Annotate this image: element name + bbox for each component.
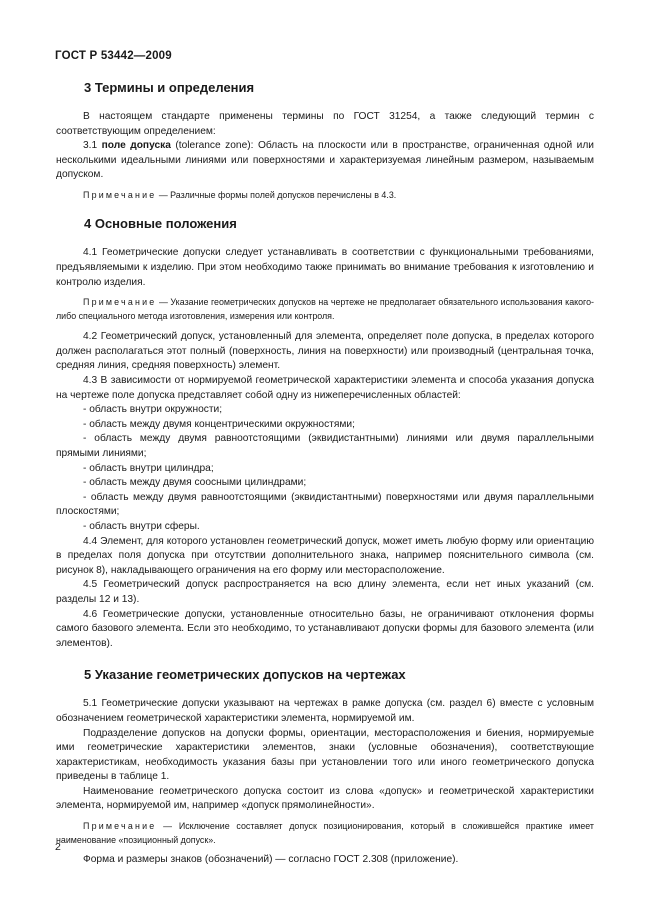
page-content xyxy=(56,80,594,868)
term-number: 3.1 xyxy=(83,140,102,152)
list-item: - область внутри окружности; xyxy=(83,404,223,416)
list-item: - область между двумя концентрическими окружностями; xyxy=(83,418,355,430)
para-5-1-d: Форма и размеры знаков (обозначений) — согласно ГОСТ 2.308 (приложение). xyxy=(83,854,459,866)
note-text: — Указание геометрических допусков на чертеже не предполагает обязательного использования какого-либо специального метода изготовления, измерения или контроля. xyxy=(56,297,594,321)
note-label: Примечание xyxy=(83,297,157,308)
sec3-paragraph: В настоящем стандарте применены термины по ГОСТ 31254, а также следующий термин с соответствующим определением: xyxy=(56,111,594,137)
sec4-note xyxy=(56,296,594,323)
section-4-title: 4 Основные положения xyxy=(84,216,237,232)
para-4-3: 4.3 В зависимости от нормируемой геометрической характеристики элемента и способа указания допуска на чертеже поле допуска представляет собой одну из нижеперечисленных областей: xyxy=(56,375,594,401)
section-3-title: 3 Термины и определения xyxy=(84,80,255,95)
list-item: - область внутри цилиндра; xyxy=(83,462,214,474)
sec3-note xyxy=(56,189,594,203)
para-4-5: 4.5 Геометрический допуск распространяется на всю длину элемента, если нет иных указаний (см. разделы 12 и 13). xyxy=(56,579,594,605)
note-text: — Различные формы полей допусков перечислены в 4.3. xyxy=(156,189,397,200)
note-text: — Исключение составляет допуск позиционирования, который в сложившейся практике имеет наименование «позиционный допуск». xyxy=(56,821,594,845)
list-item: - область между двумя равноотстоящими (эквидистантными) линиями или двумя параллельными прямыми линиями; xyxy=(56,433,594,459)
term-name: поле допуска xyxy=(101,140,171,152)
page-number: 2 xyxy=(55,841,61,853)
para-5-1-c: Наименование геометрического допуска состоит из слова «допуск» и геометрической характеристики элемента, нормируемой им, например «допуск прямолинейности». xyxy=(56,785,594,812)
list-item: - область между двумя равноотстоящими (эквидистантными) поверхностями или двумя параллельными плоскостями; xyxy=(56,491,594,518)
para-4-1: 4.1 Геометрические допуски следует устанавливать в соответствии с функциональными требованиями, предъявляемыми к изделию. При этом необходимо также принимать во внимание требования к изготовлению и контролю изделия. xyxy=(56,247,594,288)
section-5-title: 5 Указание геометрических допусков на чертежах xyxy=(84,667,406,683)
list-item: - область внутри сферы. xyxy=(83,520,200,532)
para-4-6: 4.6 Геометрические допуски, установленные относительно базы, не ограничивают отклонения формы самого базового элемента. Если это необходимо, то устанавливают допуски формы для базового элемента (или элементов). xyxy=(56,608,594,649)
page-header: ГОСТ Р 53442—2009 xyxy=(55,50,172,62)
note-label: Примечание xyxy=(83,189,157,200)
term-definition: (tolerance zone): Область на плоскости или в пространстве, ограниченная одной или несколькими идеальными линиями или поверхностями и характеризуемая линейным размером, называемым допуском. xyxy=(56,140,594,181)
sec5-note xyxy=(56,820,594,847)
para-5-1: 5.1 Геометрические допуски указывают на чертежах в рамке допуска (см. раздел 6) вместе с условным обозначением геометрической характеристики элемента, нормируемой им. xyxy=(56,698,594,724)
para-4-4: 4.4 Элемент, для которого установлен геометрический допуск, может иметь любую форму или ориентацию в пределах поля допуска при отсутствии дополнительного знака, например пояснительного символа (см. рисунок 8), накладывающего ограничения на его форму или месторасположение. xyxy=(56,535,594,576)
list-item: - область между двумя соосными цилиндрами; xyxy=(83,477,307,489)
term-3-1 xyxy=(56,139,594,183)
para-4-2: 4.2 Геометрический допуск, установленный для элемента, определяет поле допуска, в пределах которого должен располагаться этот полный (поверхность, линия на поверхности) или производный (центральная точка, средняя линия, средняя поверхность) элемент. xyxy=(56,331,594,372)
para-5-1-b: Подразделение допусков на допуски формы, ориентации, месторасположения и биения, нормируемые ими геометрические характеристики элементов, знаки (условные обозначения), соответствующие характеристикам, необходимость указания базы при установлении того или иного геометрического допуска приведены в таблице 1. xyxy=(56,727,594,783)
note-label: Примечание xyxy=(83,821,157,832)
